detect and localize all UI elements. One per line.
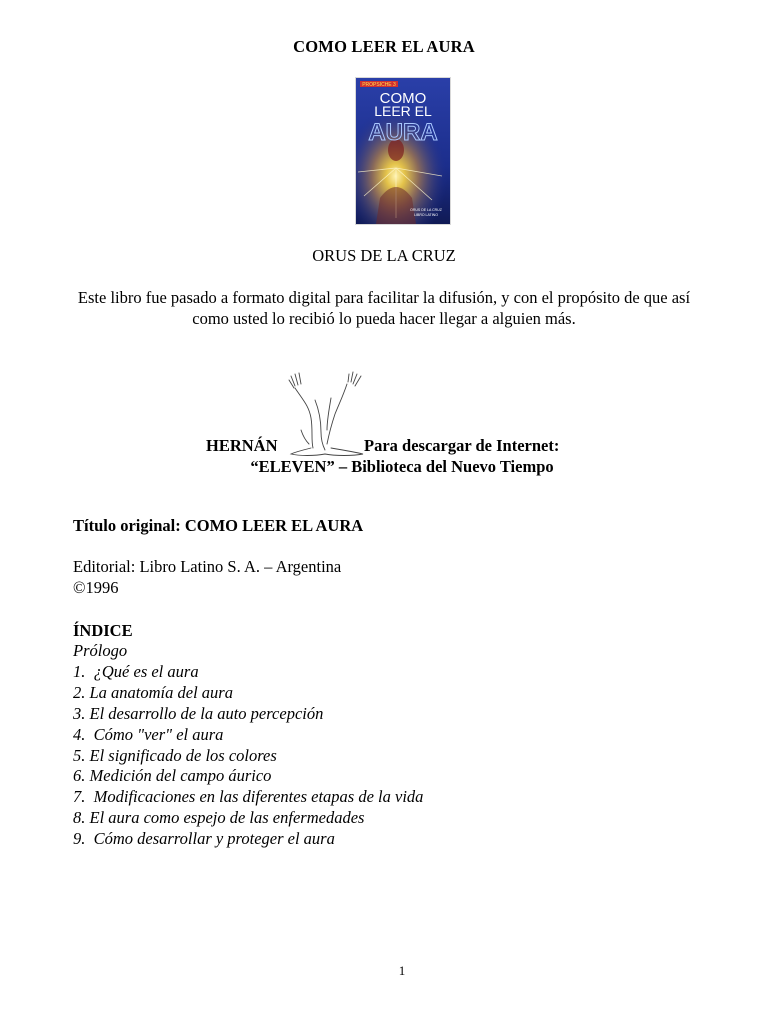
cover-author-small: ORUS DE LA CRUZ	[410, 208, 442, 212]
intro-note: Este libro fue pasado a formato digital para facilitar la difusión, y con el propósito de que así como usted lo recibió lo pueda hacer llegar a alguien más.	[77, 288, 691, 328]
toc-item-9: 9. Cómo desarrollar y proteger el aura	[73, 829, 335, 849]
credit-name: HERNÁN	[206, 436, 278, 455]
table-of-contents	[73, 641, 423, 850]
page-number: 1	[398, 963, 406, 978]
cover-title-line-1: COMO	[379, 90, 427, 107]
toc-item-1: 1. ¿Qué es el aura	[73, 661, 199, 681]
toc-item-7: 7. Modificaciones en las diferentes etapas de la vida	[73, 787, 424, 807]
toc-item-3: 3. El desarrollo de la auto percepción	[73, 703, 324, 723]
book-cover-image	[355, 77, 451, 225]
download-note: Para descargar de Internet:	[364, 436, 560, 455]
toc-item-2: 2. La anatomía del aura	[73, 682, 233, 702]
library-credit: “ELEVEN” – Biblioteca del Nuevo Tiempo	[250, 457, 554, 476]
toc-item-4: 4. Cómo "ver" el aura	[73, 724, 224, 744]
toc-item-prologo: Prólogo	[73, 641, 128, 660]
cover-title-line-2: LEER EL	[374, 103, 432, 119]
toc-item-8: 8. El aura como espejo de las enfermedades	[73, 808, 365, 828]
cover-title-line-3: AURA	[368, 119, 438, 146]
cover-series-label: PROPSICHE 3	[362, 82, 396, 88]
document-title: COMO LEER EL AURA	[293, 37, 475, 56]
feet-sketch-image	[285, 370, 367, 458]
cover-publisher-small: LIBRO LATINO	[414, 213, 438, 217]
toc-item-6: 6. Medición del campo áurico	[73, 766, 272, 786]
original-title: Título original: COMO LEER EL AURA	[73, 516, 364, 535]
author-name: ORUS DE LA CRUZ	[312, 246, 456, 265]
copyright-line: ©1996	[73, 578, 119, 597]
toc-item-5: 5. El significado de los colores	[73, 745, 277, 765]
book-cover-illustration	[356, 78, 450, 224]
editorial-line: Editorial: Libro Latino S. A. – Argentina	[73, 557, 342, 576]
index-heading: ÍNDICE	[73, 621, 133, 640]
